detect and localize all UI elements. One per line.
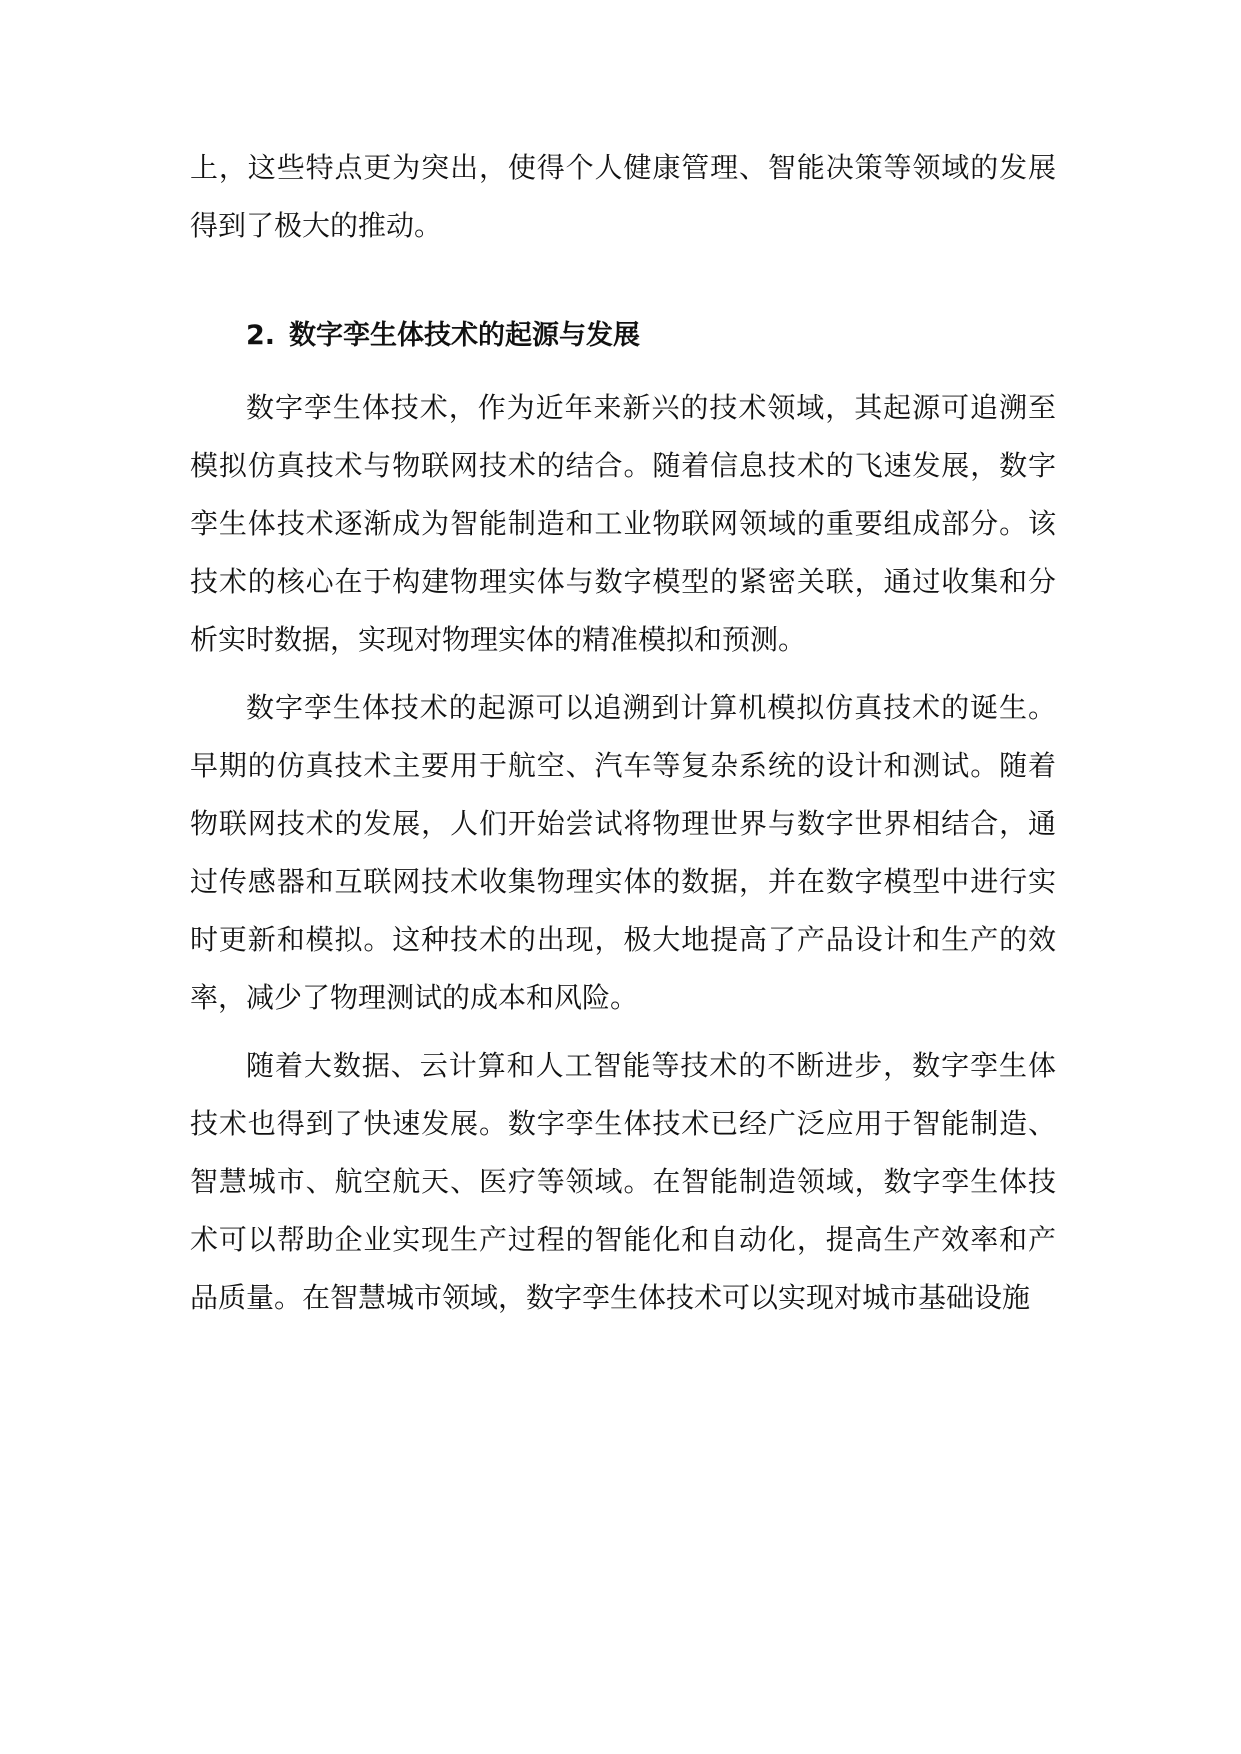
- paragraph-origin-history: 数字孪生体技术的起源可以追溯到计算机模拟仿真技术的诞生。早期的仿真技术主要用于航空、汽车等复杂系统的设计和测试。随着物联网技术的发展，人们开始尝试将物理世界与数字世界相结合，通过传感器和互联网技术收集物理实体的数据，并在数字模型中进行实时更新和模拟。这种技术的出现，极大地提高了产品设计和生产的效率，减少了物理测试的成本和风险。: [190, 691, 1056, 1014]
- paragraph-origin-intro: 数字孪生体技术，作为近年来新兴的技术领域，其起源可追溯至模拟仿真技术与物联网技术的结合。随着信息技术的飞速发展，数字孪生体技术逐渐成为智能制造和工业物联网领域的重要组成部分。该技术的核心在于构建物理实体与数字模型的紧密关联，通过收集和分析实时数据，实现对物理实体的精准模拟和预测。: [190, 391, 1056, 656]
- document-body: [190, 139, 1056, 1337]
- section-title: 数字孪生体技术的起源与发展: [289, 320, 641, 351]
- section-heading: [190, 307, 1056, 365]
- paragraph-development: 随着大数据、云计算和人工智能等技术的不断进步，数字孪生体技术也得到了快速发展。数字孪生体技术已经广泛应用于智能制造、智慧城市、航空航天、医疗等领域。在智能制造领域，数字孪生体技术可以帮助企业实现生产过程的智能化和自动化，提高生产效率和产品质量。在智慧城市领域，数字孪生体技术可以实现对城市基础设施: [190, 1049, 1056, 1314]
- paragraph-continued: 上，这些特点更为突出，使得个人健康管理、智能决策等领域的发展得到了极大的推动。: [190, 151, 1056, 242]
- section-number: 2.: [246, 320, 276, 351]
